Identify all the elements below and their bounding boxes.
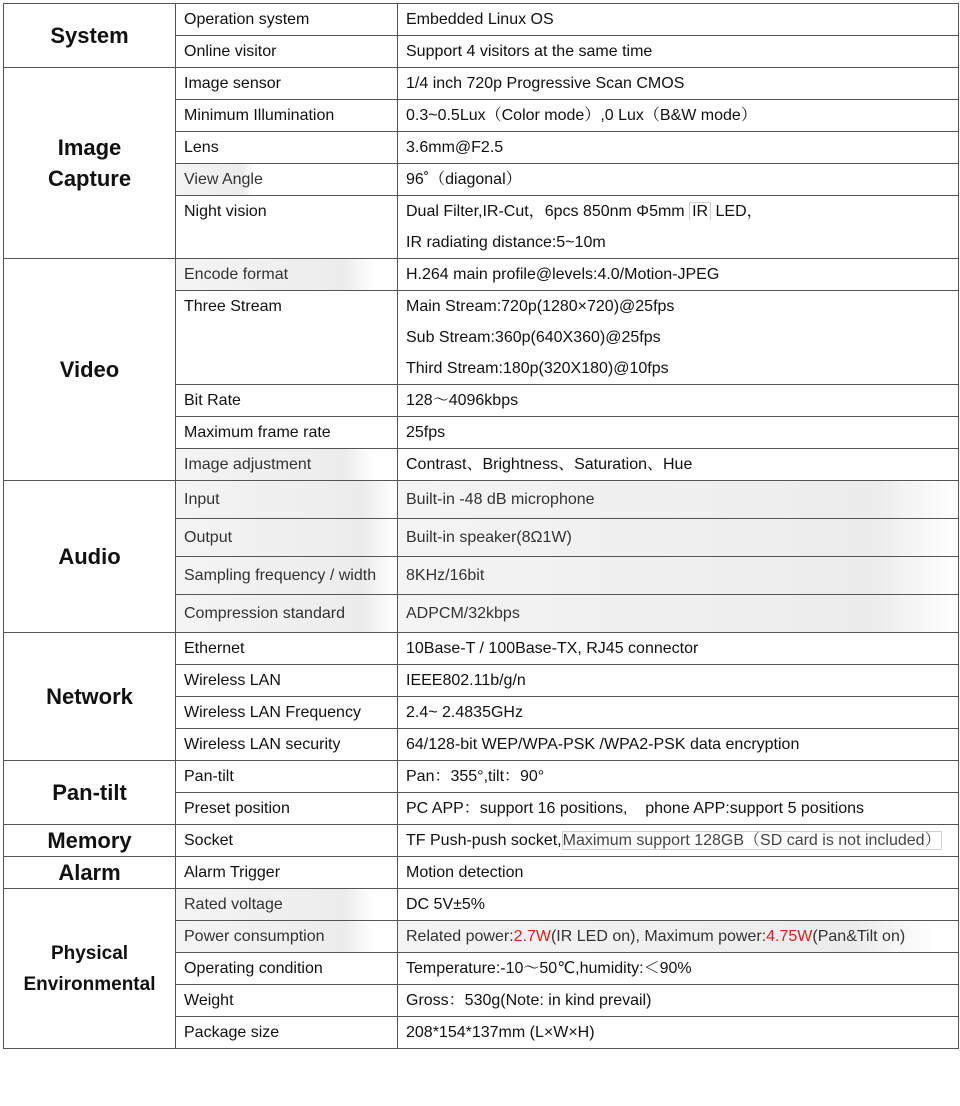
- value-text: Third Stream:180p(320X180)@10fps: [406, 360, 669, 377]
- value-text: Embedded Linux OS: [406, 11, 554, 28]
- value-text: 64/128-bit WEP/WPA-PSK /WPA2-PSK data encryption: [406, 736, 800, 753]
- param-label: Wireless LAN Frequency: [184, 704, 361, 721]
- param-label: Output: [176, 519, 397, 556]
- table-row: [4, 4, 959, 36]
- param-label: Night vision: [184, 203, 267, 220]
- value-text: 128～4096kbps: [406, 392, 519, 409]
- category-alarm: [4, 857, 176, 889]
- param-label: Wireless LAN: [184, 672, 281, 689]
- category-label: Image: [57, 135, 122, 160]
- param-label: Socket: [184, 832, 233, 849]
- category-pan-tilt: [4, 761, 176, 825]
- value-text: Related power:2.7W(IR LED on), Maximum power:4.75W(Pan&Tilt on): [398, 921, 936, 952]
- category-image-capture: [4, 68, 176, 259]
- param-label: Image sensor: [184, 75, 281, 92]
- table-row: [4, 889, 959, 921]
- spec-table: [3, 3, 959, 1049]
- value-text: 10Base-T / 100Base-TX, RJ45 connector: [406, 640, 699, 657]
- param-label: Three Stream: [184, 298, 282, 315]
- category-label: Environmental: [23, 973, 156, 995]
- category-label: Physical: [50, 942, 129, 964]
- category-label: Capture: [47, 166, 132, 191]
- category-label: Network: [46, 684, 133, 709]
- value-text: Dual Filter,IR-Cut，6pcs 850nm Φ5mm IR LED，: [406, 203, 763, 220]
- value-text: ADPCM/32kbps: [398, 595, 958, 632]
- table-row: [4, 68, 959, 100]
- param-label: Pan-tilt: [184, 768, 234, 785]
- value-text: Built-in speaker(8Ω1W): [398, 519, 958, 556]
- param-label: Alarm Trigger: [184, 864, 281, 881]
- category-network: [4, 633, 176, 761]
- value-text: 3.6mm@F2.5: [406, 139, 504, 156]
- param-label: Weight: [184, 992, 234, 1009]
- table-row: [4, 633, 959, 665]
- category-label: Audio: [58, 544, 121, 569]
- value-text: IEEE802.11b/g/n: [406, 672, 526, 689]
- value-text: 1/4 inch 720p Progressive Scan CMOS: [406, 75, 685, 92]
- category-audio: [4, 481, 176, 633]
- value-text: 2.4~ 2.4835GHz: [406, 704, 523, 721]
- value-text: 25fps: [406, 424, 446, 441]
- value-text: Gross：530g(Note: in kind prevail): [406, 992, 652, 1009]
- param-label: Operation system: [184, 11, 310, 28]
- value-text: 8KHz/16bit: [398, 557, 958, 594]
- table-row: [4, 825, 959, 857]
- param-label: Encode format: [176, 259, 374, 290]
- value-text: Support 4 visitors at the same time: [406, 43, 653, 60]
- category-label: Memory: [47, 828, 132, 853]
- table-row: [4, 761, 959, 793]
- category-video: [4, 259, 176, 481]
- value-text: H.264 main profile@levels:4.0/Motion-JPEG: [406, 266, 720, 283]
- category-physical-environmental: [4, 889, 176, 1049]
- category-system: [4, 4, 176, 68]
- param-label: Lens: [184, 139, 219, 156]
- value-text: 0.3~0.5Lux（Color mode）,0 Lux（B&W mode）: [406, 107, 757, 124]
- value-text: IR radiating distance:5~10m: [406, 234, 606, 251]
- param-label: Package size: [184, 1024, 280, 1041]
- param-label: Operating condition: [184, 960, 323, 977]
- value-text: TF Push-push socket,Maximum support 128GB（SD card is not included）: [406, 832, 941, 849]
- value-text: 208*154*137mm (L×W×H): [406, 1024, 595, 1041]
- value-text: Sub Stream:360p(640X360)@25fps: [406, 329, 661, 346]
- category-label: Video: [59, 357, 120, 382]
- value-text: PC APP：support 16 positions, phone APP:support 5 positions: [406, 800, 865, 817]
- param-label: Sampling frequency / width: [176, 557, 397, 594]
- table-row: [4, 259, 959, 291]
- value-text: Temperature:-10～50℃,humidity:＜90%: [406, 960, 692, 977]
- param-label: Compression standard: [176, 595, 397, 632]
- param-label: Minimum Illumination: [184, 107, 335, 124]
- param-label: Wireless LAN security: [184, 736, 341, 753]
- param-label: Maximum frame rate: [184, 424, 331, 441]
- param-label: Ethernet: [184, 640, 245, 657]
- value-text: Motion detection: [406, 864, 524, 881]
- param-label: Power consumption: [176, 921, 374, 952]
- value-text: 96˚（diagonal）: [406, 171, 522, 188]
- param-label: Image adjustment: [176, 449, 374, 480]
- category-label: Alarm: [58, 860, 121, 885]
- value-text: DC 5V±5%: [406, 896, 486, 913]
- table-row: [4, 857, 959, 889]
- param-label: Preset position: [184, 800, 290, 817]
- value-text: Contrast、Brightness、Saturation、Hue: [406, 456, 693, 473]
- category-memory: [4, 825, 176, 857]
- value-text: Pan：355°,tilt：90°: [406, 768, 545, 785]
- value-text: Main Stream:720p(1280×720)@25fps: [406, 298, 675, 315]
- table-row: [4, 481, 959, 519]
- category-label: System: [50, 23, 129, 48]
- param-label: Online visitor: [184, 43, 277, 60]
- param-label: Bit Rate: [184, 392, 241, 409]
- param-label: Rated voltage: [176, 889, 374, 920]
- value-text: Built-in -48 dB microphone: [398, 481, 958, 518]
- category-label: Pan-tilt: [52, 780, 127, 805]
- param-label: Input: [176, 481, 397, 518]
- param-label: View Angle: [176, 164, 254, 195]
